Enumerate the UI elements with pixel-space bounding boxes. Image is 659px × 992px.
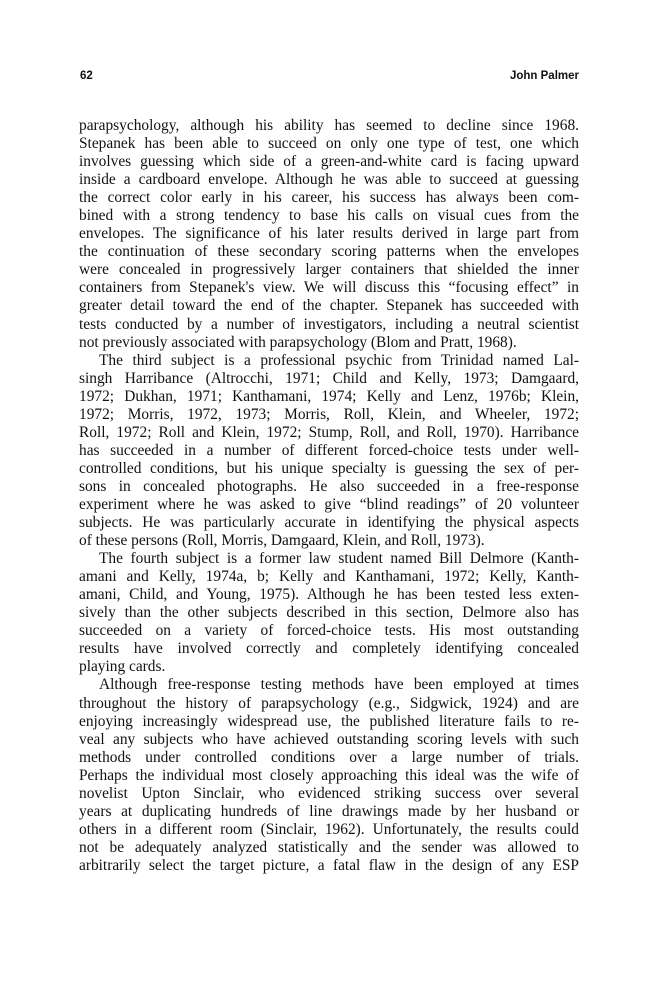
text-line: novelist Upton Sinclair, who evidenced striking success over several — [79, 784, 579, 802]
text-line: throughout the history of parapsychology (e.g., Sidgwick, 1924) and are — [79, 694, 579, 712]
text-line: playing cards. — [79, 658, 166, 676]
text-line: arbitrarily select the target picture, a fatal flaw in the design of any ESP — [79, 856, 579, 874]
text-line: years at duplicating hundreds of line drawings made by her husband or — [79, 802, 579, 820]
text-line: Stepanek has been able to succeed on only one type of test, one which — [79, 135, 579, 153]
paragraph — [79, 352, 579, 551]
text-line: has succeeded in a number of different forced-choice tests under well- — [79, 441, 579, 459]
text-line: were concealed in progressively larger containers that shielded the inner — [79, 261, 579, 279]
text-line: The third subject is a professional psychic from Trinidad named Lal- — [99, 351, 579, 369]
text-line: singh Harribance (Altrocchi, 1971; Child and Kelly, 1973; Damgaard, — [79, 369, 579, 387]
text-line: Roll, 1972; Roll and Klein, 1972; Stump, Roll, and Roll, 1970). Harribance — [79, 423, 579, 441]
text-line: experiment where he was asked to give “blind readings” of 20 volunteer — [79, 495, 579, 513]
text-line: 1972; Dukhan, 1971; Kanthamani, 1974; Kelly and Lenz, 1976b; Klein, — [79, 387, 579, 405]
text-line: amani, Child, and Young, 1975). Although he has been tested less exten- — [79, 586, 579, 604]
text-line: subjects. He was particularly accurate in identifying the physical aspects — [79, 514, 579, 532]
text-line: sively than the other subjects described in this section, Delmore also has — [79, 604, 579, 622]
text-line: Perhaps the individual most closely approaching this ideal was the wife of — [79, 766, 579, 784]
text-line: The fourth subject is a former law student named Bill Delmore (Kanth- — [99, 550, 579, 568]
text-line: 1972; Morris, 1972, 1973; Morris, Roll, Klein, and Wheeler, 1972; — [79, 405, 579, 423]
body-text — [79, 117, 579, 875]
text-line: greater detail toward the end of the chapter. Stepanek has succeeded with — [79, 297, 579, 315]
paragraph — [79, 676, 579, 875]
text-line: bined with a strong tendency to base his calls on visual cues from the — [79, 207, 579, 225]
text-line: the correct color early in his career, his success has always been com- — [79, 189, 579, 207]
text-line: amani and Kelly, 1974a, b; Kelly and Kanthamani, 1972; Kelly, Kanth- — [79, 568, 579, 586]
text-line: Although free-response testing methods have been employed at times — [99, 676, 579, 694]
text-line: methods under controlled conditions over a large number of trials. — [79, 748, 579, 766]
paragraph — [79, 550, 579, 676]
text-line: sons in concealed photographs. He also succeeded in a free-response — [79, 477, 579, 495]
paragraph — [79, 117, 579, 352]
text-line: results have involved correctly and completely identifying concealed — [79, 640, 579, 658]
text-line: containers from Stepanek's view. We will discuss this “focusing effect” in — [79, 279, 579, 297]
text-line: not be adequately analyzed statistically and the sender was allowed to — [79, 838, 579, 856]
text-line: involves guessing which side of a green-and-white card is facing upward — [79, 153, 579, 171]
text-line: parapsychology, although his ability has seemed to decline since 1968. — [79, 117, 579, 134]
text-line: controlled conditions, but his unique specialty is guessing the sex of per- — [79, 459, 579, 477]
running-head — [80, 70, 579, 86]
text-line: the continuation of these secondary scoring patterns when the envelopes — [79, 243, 579, 261]
text-line: others in a different room (Sinclair, 1962). Unfortunately, the results could — [79, 820, 579, 838]
text-line: envelopes. The significance of his later results derived in large part from — [79, 225, 579, 243]
text-line: of these persons (Roll, Morris, Damgaard, Klein, and Roll, 1973). — [79, 532, 485, 550]
text-line: succeeded on a variety of forced-choice tests. His most outstanding — [79, 622, 579, 640]
text-line: not previously associated with parapsychology (Blom and Pratt, 1968). — [79, 333, 517, 351]
text-line: tests conducted by a number of investigators, including a neutral scientist — [79, 315, 579, 333]
text-line: inside a cardboard envelope. Although he was able to succeed at guessing — [79, 171, 579, 189]
running-head-author: John Palmer — [509, 70, 579, 82]
text-line: veal any subjects who have achieved outstanding scoring levels with such — [79, 730, 579, 748]
page-number: 62 — [80, 70, 93, 82]
text-line: enjoying increasingly widespread use, the published literature fails to re- — [79, 712, 579, 730]
